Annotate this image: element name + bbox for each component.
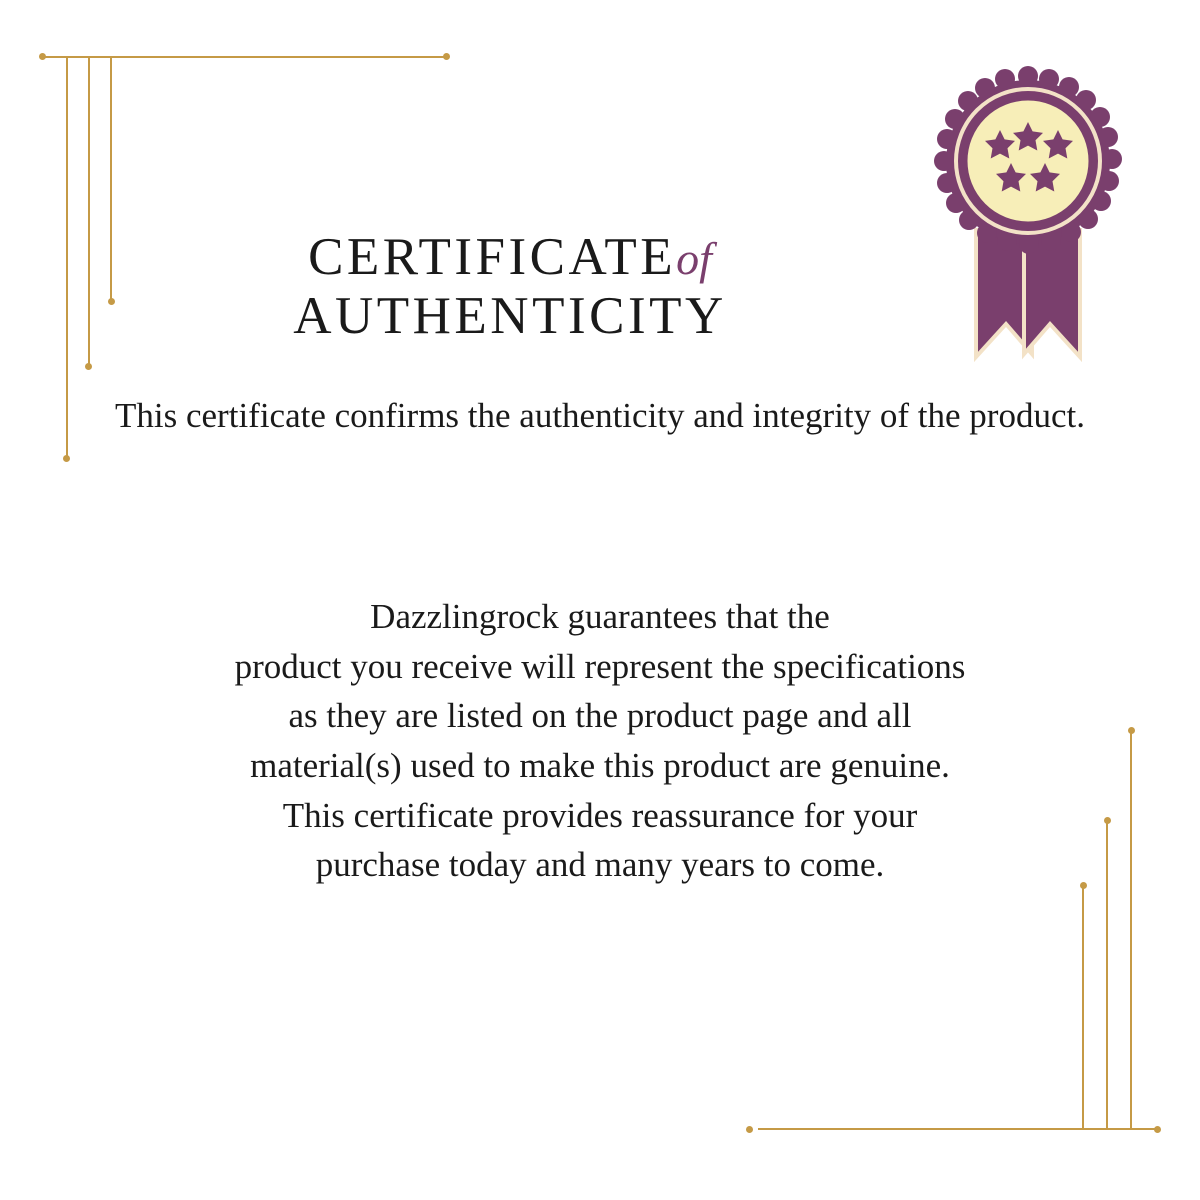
title-line-certificate xyxy=(120,228,900,287)
deco-dot xyxy=(443,53,450,60)
body-line: product you receive will represent the specifications xyxy=(234,646,966,686)
deco-line-vertical xyxy=(1130,730,1132,1128)
award-ribbon-badge xyxy=(928,62,1128,372)
deco-line-vertical xyxy=(66,58,68,456)
deco-line-horizontal xyxy=(42,56,447,58)
deco-line-vertical xyxy=(110,58,112,301)
title-word-of: of xyxy=(676,233,712,284)
rosette-medallion xyxy=(934,66,1122,254)
body-line: This certificate provides reassurance for your xyxy=(282,795,918,835)
deco-dot xyxy=(63,455,70,462)
deco-dot xyxy=(108,298,115,305)
page-title xyxy=(120,228,900,347)
deco-dot xyxy=(85,363,92,370)
deco-line-horizontal xyxy=(758,1128,1158,1130)
deco-dot xyxy=(1154,1126,1161,1133)
body-line: as they are listed on the product page and all xyxy=(288,696,912,736)
title-word-certificate: CERTIFICATE xyxy=(308,228,677,286)
body-line: purchase today and many years to come. xyxy=(315,845,885,885)
body-line: Dazzlingrock guarantees that the xyxy=(370,597,830,636)
body-paragraph xyxy=(70,592,1130,890)
deco-dot xyxy=(746,1126,753,1133)
deco-dot xyxy=(39,53,46,60)
body-line: material(s) used to make this product are genuine. xyxy=(250,746,950,786)
title-line-authenticity: AUTHENTICITY xyxy=(293,287,727,346)
intro-paragraph: This certificate confirms the authenticity and integrity of the product. xyxy=(115,396,1085,435)
deco-line-vertical xyxy=(88,58,90,366)
deco-line-vertical xyxy=(1082,885,1084,1128)
